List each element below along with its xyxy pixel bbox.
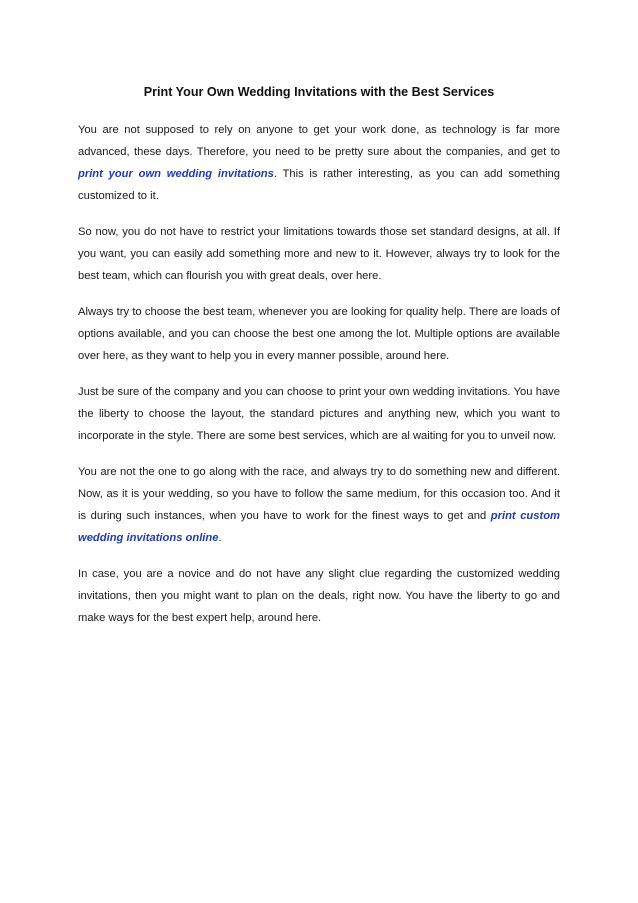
paragraph-4: Just be sure of the company and you can choose to print your own wedding invitations. You have the liberty to choose the layout, the standard pictures and anything new, which you want to incorporate in the style. There are some best services, which are al waiting for you to unveil now. xyxy=(78,386,560,442)
paragraph-5 xyxy=(78,461,560,549)
paragraph-1-text-after: . This is rather interesting, as you can add something customized to it. xyxy=(78,168,561,202)
paragraph-1 xyxy=(78,119,560,207)
print-your-own-wedding-invitations-link[interactable]: print your own wedding invitations xyxy=(78,168,274,180)
paragraph-5-text-after: . xyxy=(218,532,222,544)
paragraph-5-text-before: You are not the one to go along with the race, and always try to do something new and different. Now, as it is your wedding, so you have to follow the same medium, for this occasion too. And it is during such instances, when you have to work for the finest ways to get and xyxy=(78,466,560,522)
paragraph-3: Always try to choose the best team, whenever you are looking for quality help. There are loads of options available, and you can choose the best one among the lot. Multiple options are available over here, as they want to help you in every manner possible, around here. xyxy=(78,306,560,362)
paragraph-1-text-before: You are not supposed to rely on anyone to get your work done, as technology is far more advanced, these days. Therefore, you need to be pretty sure about the companies, and get to xyxy=(78,124,560,158)
document-body xyxy=(78,82,560,643)
print-custom-wedding-invitations-online-link[interactable]: print custom wedding invitations online xyxy=(78,510,560,544)
document-title: Print Your Own Wedding Invitations with the Best Services xyxy=(143,85,495,99)
paragraph-2: So now, you do not have to restrict your limitations towards those set standard designs, at all. If you want, you can easily add something more and new to it. However, always try to look for the best team, which can flourish you with great deals, over here. xyxy=(78,226,560,282)
paragraph-6: In case, you are a novice and do not have any slight clue regarding the customized wedding invitations, then you might want to plan on the deals, right now. You have the liberty to go and make ways for the best expert help, around here. xyxy=(78,568,560,624)
